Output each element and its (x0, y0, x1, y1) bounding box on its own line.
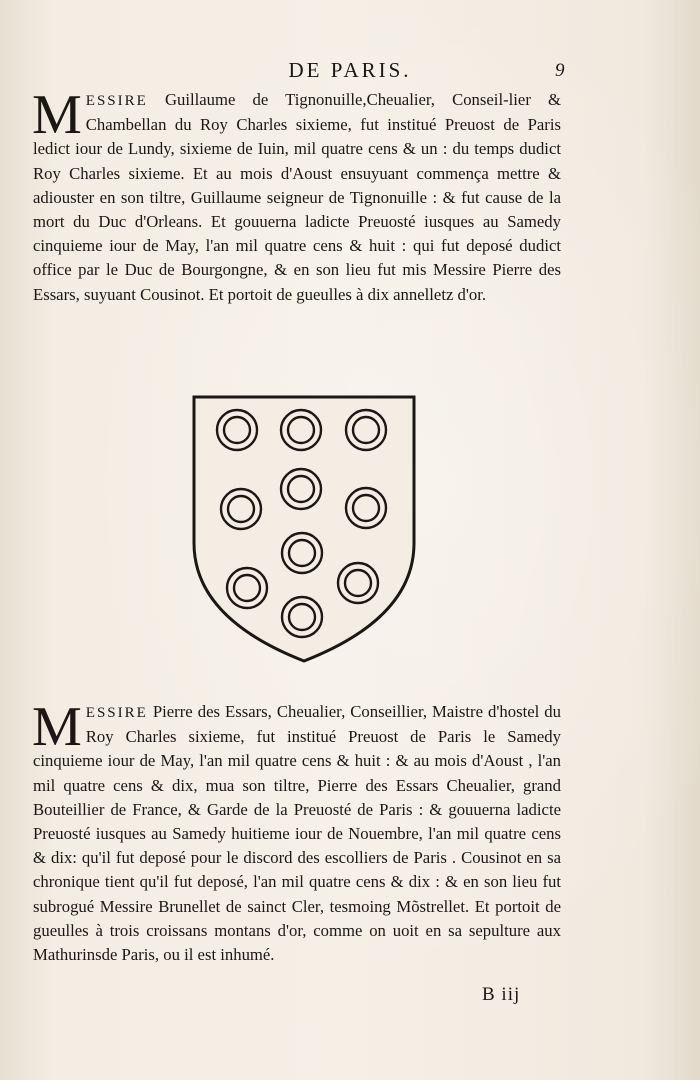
coat-of-arms-icon (190, 393, 418, 665)
drop-initial: M (32, 696, 82, 758)
entry-tignonville (32, 84, 561, 307)
drop-initial: M (32, 84, 82, 146)
entry-lead: ESSIRE (85, 705, 148, 721)
entry-lead: ESSIRE (85, 93, 148, 109)
running-head: DE PARIS. (288, 58, 412, 82)
entry-text: Pierre des Essars, Cheualier, Conseillier, Maistre d'hostel du Roy Charles sixieme, fut institué Preuost de Paris le Samedy cinquieme iour de May, l'an mil quatre cens & huit : & au mois d'Aoust , l'an mil quatre cens & dix, mua son tiltre, Pierre des Essars Cheualier, grand Bouteillier de France, & Garde de la Preuosté de Paris : & gouuerna ladicte Preuosté iusques au Samedy huitieme iour de Nouembre, l'an mil quatre cens & dix: qu'il fut deposé pour le discord des escolliers de Paris . Cousinot en sa chronique tient qu'il fut deposé, l'an mil quatre cens & dix : & en son lieu fut subrogué Messire Brunellet de sainct Cler, tesmoing Mõstrellet. Et portoit de gueulles à trois croissans montans d'or, comme on uoit en sa sepulture aux Mathurinsde Paris, ou il est inhumé. (33, 702, 561, 965)
entry-text: Guillaume de Tignonuille,Cheualier, Conseil-lier & Chambellan du Roy Charles sixieme, fut institué Preuost de Paris ledict iour de Lundy, sixieme de Iuin, mil quatre cens & un : du temps dudict Roy Charles sixieme. Et au mois d'Aoust ensuyuant commença mettre & adiouster en son tiltre, Guillaume seigneur de Tignonuille : & fut cause de la mort du Duc d'Orleans. Et gouuerna ladicte Preuosté iusques au Samedy cinquieme iour de May, l'an mil quatre cens & huit : qui fut deposé dudict office par le Duc de Bourgongne, & en son lieu fut mis Messire Pierre des Essars, suyuant Cousinot. Et portoit de gueulles à dix annelletz d'or. (33, 90, 561, 304)
signature-mark: B iij (482, 984, 521, 1005)
folio-number: 9 (555, 60, 565, 81)
entry-des-essars (32, 696, 561, 967)
